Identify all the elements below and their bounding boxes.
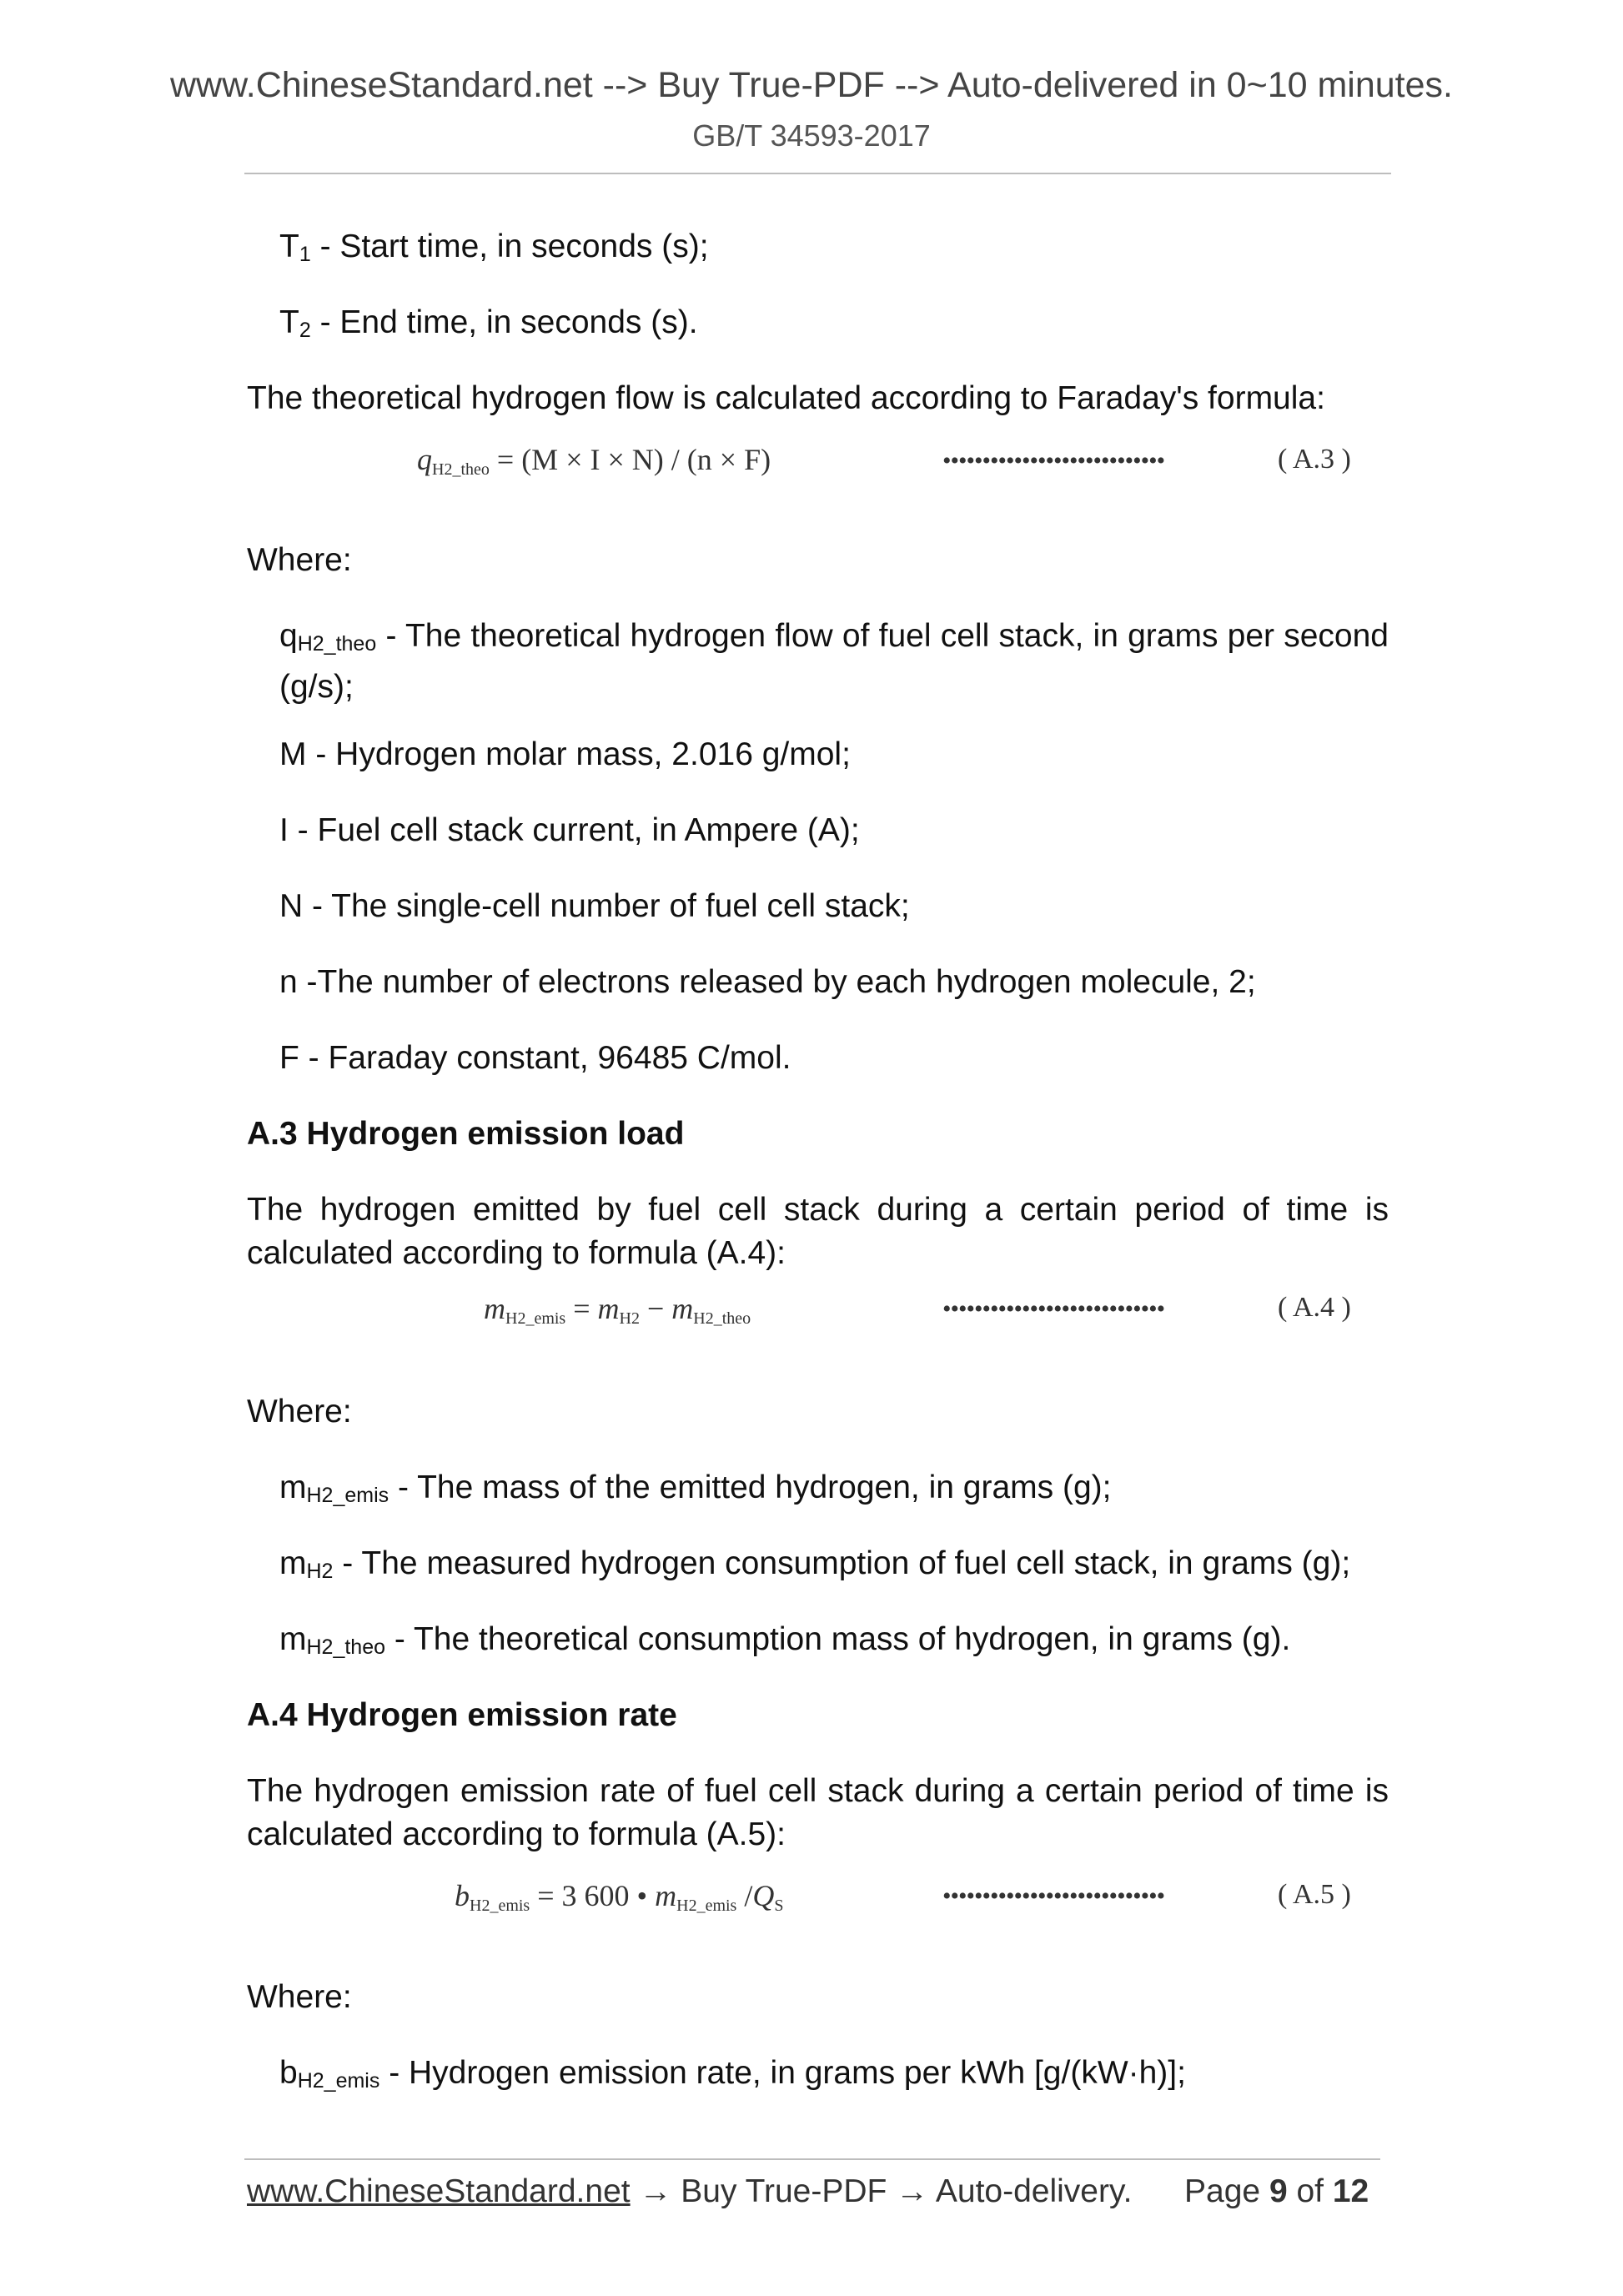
footer-text: → Buy True-PDF → Auto-delivery. [630, 2173, 1133, 2209]
equation-number-a5: ( A.5 ) [1278, 1879, 1351, 1910]
def-m-molar: M - Hydrogen molar mass, 2.016 g/mol; [279, 736, 851, 772]
standard-number: GB/T 34593-2017 [692, 118, 931, 153]
def-t1: $T_1$ - Start time, in seconds (s); [279, 229, 709, 266]
equation-leader-dots: •••••••••••••••••••••••••••• [942, 1295, 1165, 1323]
def-m-h2: $m_{H2}$ - The measured hydrogen consumption of fuel cell stack, in grams (g); [279, 1545, 1351, 1583]
footer-rule [244, 2158, 1380, 2160]
para-faraday: The theoretical hydrogen flow is calculated according to Faraday's formula: [247, 380, 1325, 416]
para-a3: The hydrogen emitted by fuel cell stack during a certain period of time is calculated according to formula (A.4): [247, 1192, 1389, 1271]
equation-a5: bH2_emis = 3 600 • mH2_emis /QS [455, 1879, 784, 1915]
where-label: Where: [247, 542, 352, 578]
where-label: Where: [247, 1394, 352, 1429]
def-q-h2-theo: $q_{H2\_theo}$ - The theoretical hydrogen flow of fuel cell stack, in grams per second (g/s); [279, 618, 1389, 705]
section-heading-a3: A.3 Hydrogen emission load [247, 1116, 685, 1152]
def-b-h2-emis: $b_{H2\_emis}$ - Hydrogen emission rate, in grams per kWh [g/(kW·h)]; [279, 2055, 1186, 2093]
def-m-h2-theo: $m_{H2\_theo}$ - The theoretical consumption mass of hydrogen, in grams (g). [279, 1621, 1291, 1659]
total-pages: 12 [1332, 2173, 1369, 2209]
section-heading-a4: A.4 Hydrogen emission rate [247, 1697, 677, 1733]
def-n-electrons: n -The number of electrons released by each hydrogen molecule, 2; [279, 964, 1256, 1000]
equation-number-a3: ( A.3 ) [1278, 444, 1351, 475]
def-i-current: I - Fuel cell stack current, in Ampere (A); [279, 812, 860, 848]
def-m-h2-emis: $m_{H2\_emis}$ - The mass of the emitted hydrogen, in grams (g); [279, 1470, 1112, 1507]
equation-leader-dots: •••••••••••••••••••••••••••• [942, 447, 1165, 475]
equation-leader-dots: •••••••••••••••••••••••••••• [942, 1882, 1165, 1910]
page-indicator: Page 9 of 12 [1184, 2173, 1369, 2209]
def-n-cells: N - The single-cell number of fuel cell stack; [279, 888, 910, 924]
where-label: Where: [247, 1979, 352, 2015]
equation-a3: qH2_theo = (M × I × N) / (n × F) [417, 443, 771, 479]
footer-left [247, 2173, 1132, 2210]
footer-link[interactable]: www.ChineseStandard.net [247, 2173, 631, 2209]
def-f-faraday: F - Faraday constant, 96485 C/mol. [279, 1040, 791, 1076]
para-a4: The hydrogen emission rate of fuel cell stack during a certain period of time is calculated according to formula (A.5): [247, 1773, 1389, 1852]
current-page: 9 [1269, 2173, 1288, 2209]
equation-number-a4: ( A.4 ) [1278, 1292, 1351, 1323]
header-rule [244, 173, 1391, 174]
equation-a4: mH2_emis = mH2 − mH2_theo [484, 1292, 751, 1328]
header-banner: www.ChineseStandard.net --> Buy True-PDF --> Auto-delivered in 0~10 minutes. [169, 65, 1453, 105]
def-t2: $T_2$ - End time, in seconds (s). [279, 304, 698, 342]
